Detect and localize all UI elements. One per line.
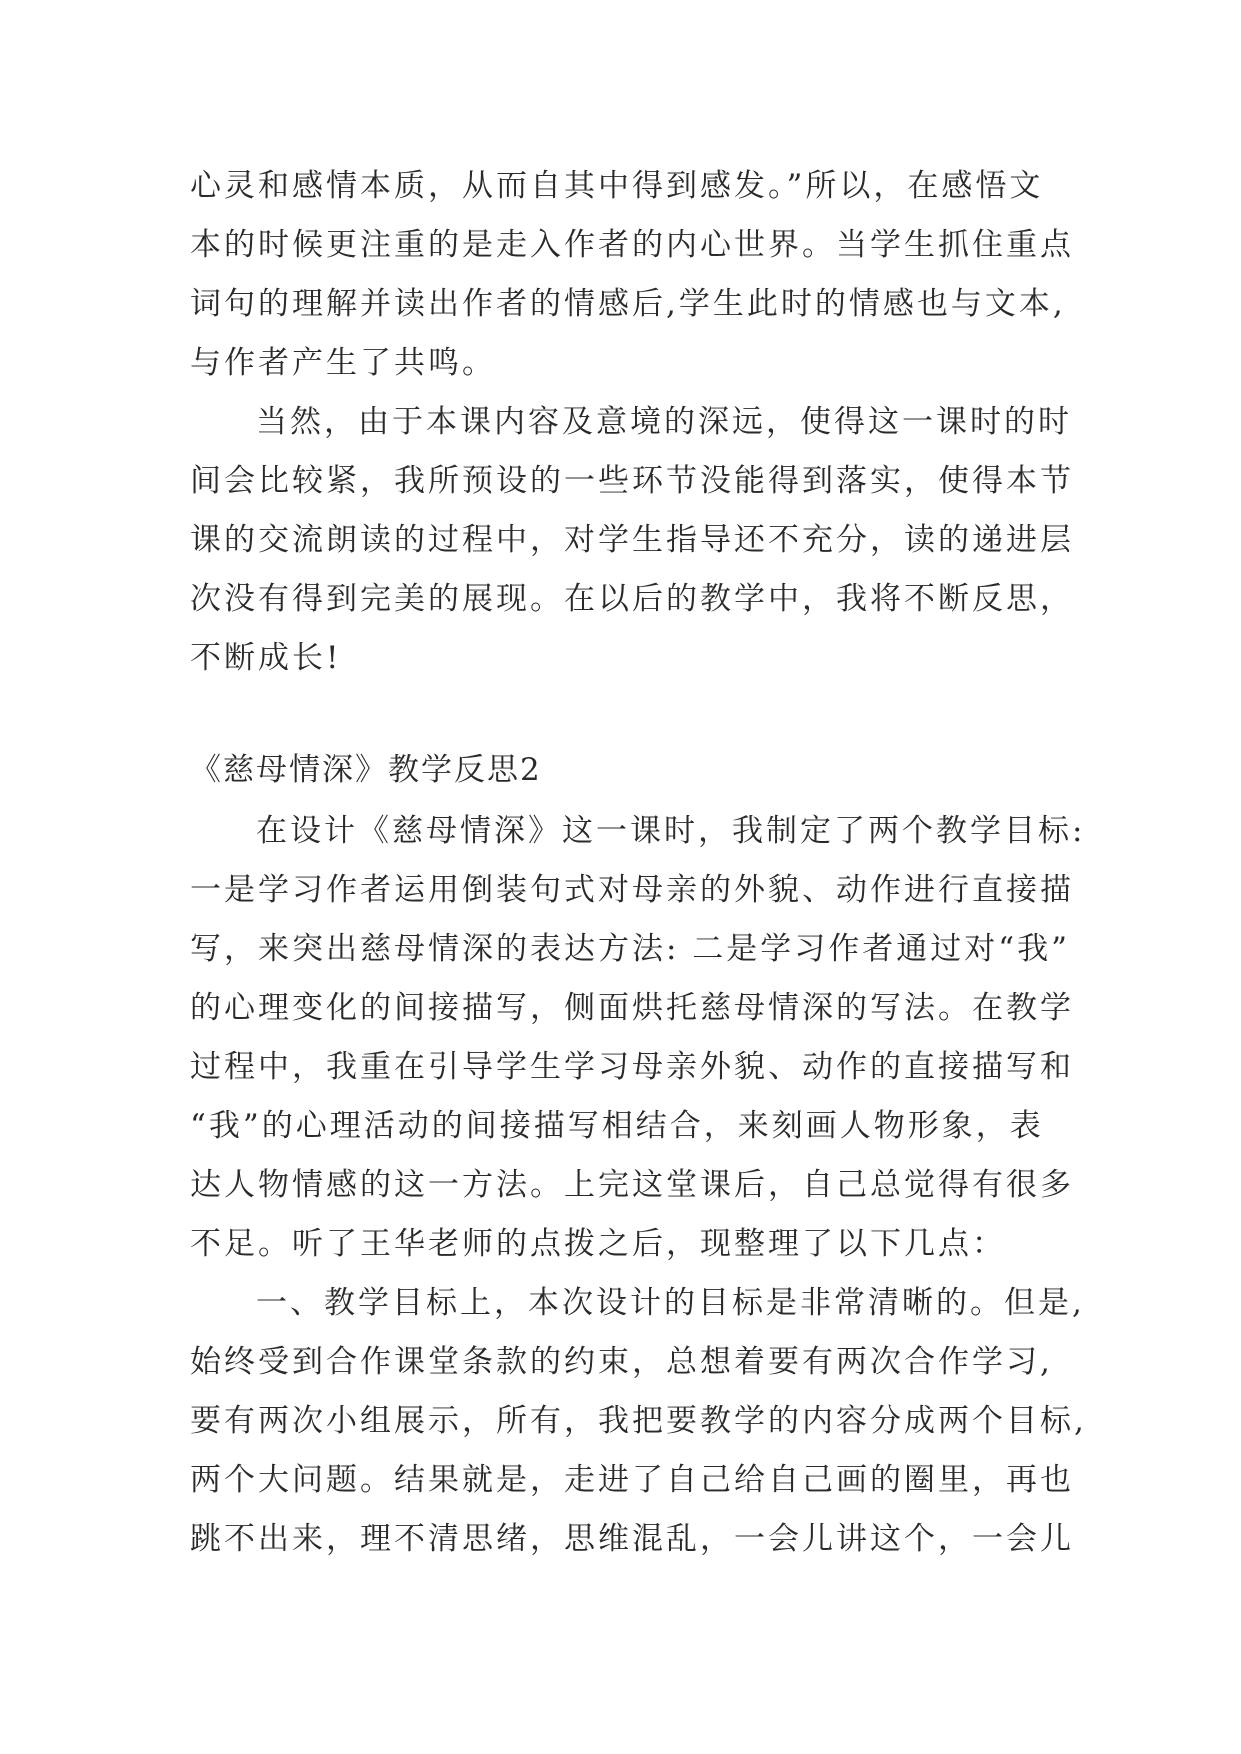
paragraph-1-line-4: 与作者产生了共鸣。 (190, 345, 496, 381)
paragraph-3-line-7: 达人物情感的这一方法。上完这堂课后，自己总觉得有很多 (190, 1167, 1074, 1203)
section-title: 《慈母情深》教学反思2 (190, 752, 542, 788)
paragraph-1-line-1: 心灵和感情本质，从而自其中得到感发。”所以，在感悟文 (190, 168, 1044, 204)
paragraph-3-line-3: 写，来突出慈母情深的表达方法: 二是学习作者通过对“我” (190, 931, 1070, 967)
paragraph-2-line-5: 不断成长! (190, 640, 342, 676)
paragraph-4-line-5: 跳不出来，理不清思绪，思维混乱，一会儿讲这个，一会儿 (190, 1521, 1074, 1557)
paragraph-4-line-3: 要有两次小组展示，所有，我把要教学的内容分成两个目标, (190, 1403, 1087, 1439)
paragraph-3-line-1: 在设计《慈母情深》这一课时，我制定了两个教学目标: (256, 813, 1086, 849)
paragraph-1-line-2: 本的时候更注重的是走入作者的内心世界。当学生抓住重点 (190, 227, 1074, 263)
paragraph-2-line-3: 课的交流朗读的过程中，对学生指导还不充分，读的递进层 (190, 522, 1074, 558)
paragraph-3-line-2: 一是学习作者运用倒装句式对母亲的外貌、动作进行直接描 (190, 872, 1074, 908)
paragraph-2-line-2: 间会比较紧，我所预设的一些环节没能得到落实，使得本节 (190, 463, 1074, 499)
paragraph-3-line-8: 不足。听了王华老师的点拨之后，现整理了以下几点： (190, 1226, 1006, 1262)
paragraph-2-line-4: 次没有得到完美的展现。在以后的教学中，我将不断反思， (190, 581, 1074, 617)
paragraph-2-line-1: 当然，由于本课内容及意境的深远，使得这一课时的时 (256, 404, 1072, 440)
paragraph-1-line-3: 词句的理解并读出作者的情感后,学生此时的情感也与文本, (190, 286, 1066, 322)
paragraph-3-line-6: “我”的心理活动的间接描写相结合，来刻画人物形象，表 (190, 1108, 1044, 1144)
paragraph-4-line-4: 两个大问题。结果就是，走进了自己给自己画的圈里，再也 (190, 1462, 1074, 1498)
paragraph-4-line-1: 一、教学目标上，本次设计的目标是非常清晰的。但是, (256, 1285, 1085, 1321)
paragraph-3-line-5: 过程中，我重在引导学生学习母亲外貌、动作的直接描写和 (190, 1049, 1074, 1085)
paragraph-4-line-2: 始终受到合作课堂条款的约束，总想着要有两次合作学习, (190, 1344, 1053, 1380)
paragraph-3-line-4: 的心理变化的间接描写，侧面烘托慈母情深的写法。在教学 (190, 990, 1074, 1026)
